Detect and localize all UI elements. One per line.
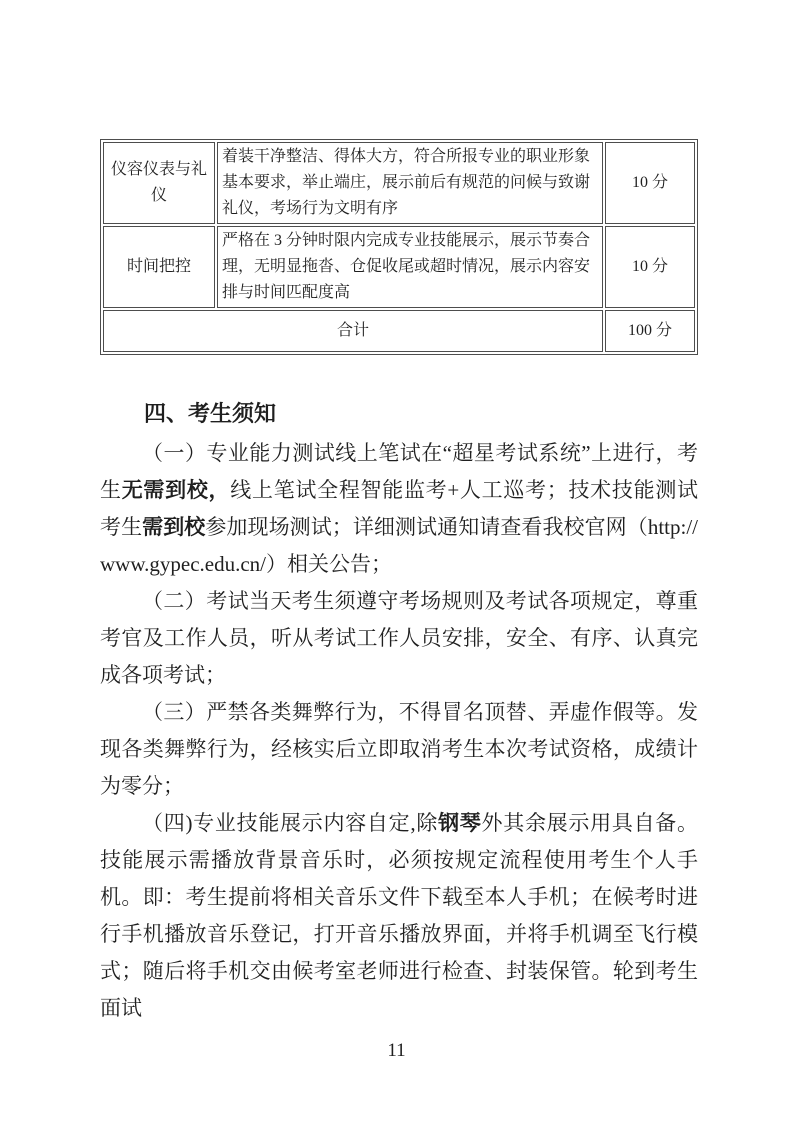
notice-paragraph-3: （三）严禁各类舞弊行为，不得冒名顶替、弄虚作假等。发现各类舞弊行为，经核实后立即取消考生本次考试资格，成绩计为零分；	[100, 700, 698, 798]
notice-paragraph-1	[100, 435, 698, 583]
paragraph-text: 外其余展示用具自备。技能展示需播放背景音乐时，必须按规定流程使用考生个人手机。即：考生提前将相关音乐文件下载至本人手机；在候考时进行手机播放音乐登记，打开音乐播放界面，并将手机调至飞行模式；随后将手机交由候考室老师进行检查、封装保管。轮到考生面试	[100, 811, 699, 1020]
criterion-cell: 仪容仪表与礼仪	[103, 142, 215, 224]
paragraph-text: （四)专业技能展示内容自定,除	[142, 811, 439, 835]
total-label-cell: 合计	[103, 310, 603, 352]
description-cell: 着装干净整洁、得体大方，符合所报专业的职业形象基本要求，举止端庄，展示前后有规范的问候与致谢礼仪，考场行为文明有序	[217, 142, 603, 224]
table-row	[103, 142, 695, 224]
score-cell: 10 分	[605, 142, 695, 224]
page-number: 11	[387, 1040, 406, 1061]
total-score-cell: 100 分	[605, 310, 695, 352]
total-row	[103, 310, 695, 352]
candidate-notice-section	[100, 395, 698, 1027]
bold-text-need-to-attend: 需到校	[142, 515, 206, 539]
score-cell: 10 分	[605, 226, 695, 308]
paragraph-text: （一）专业能力测试线上笔试在“超星考试系统”上进行，考生	[100, 441, 698, 502]
criterion-cell: 时间把控	[103, 226, 215, 308]
section-heading: 四、考生须知	[144, 401, 277, 426]
bold-text-piano: 钢琴	[438, 811, 482, 835]
description-cell: 严格在 3 分钟时限内完成专业技能展示，展示节奏合理，无明显拖沓、仓促收尾或超时情况，展示内容安排与时间匹配度高	[217, 226, 603, 308]
page-content	[100, 139, 698, 1027]
notice-paragraph-2: （二）考试当天考生须遵守考场规则及考试各项规定，尊重考官及工作人员，听从考试工作人员安排，安全、有序、认真完成各项考试；	[100, 589, 698, 687]
official-website-url: http://www.gypec.edu.cn/	[100, 515, 699, 576]
table-row	[103, 226, 695, 308]
notice-paragraph-4	[100, 805, 698, 1027]
paragraph-text: ）相关公告；	[266, 552, 393, 576]
paragraph-text: 线上笔试全程智能监考+人工巡考；技术技能测试考生	[100, 478, 699, 539]
bold-text-no-need-to-attend: 无需到校，	[121, 478, 231, 502]
scoring-table	[100, 139, 698, 355]
paragraph-text: 参加现场测试；详细测试通知请查看我校官网（	[205, 515, 648, 539]
